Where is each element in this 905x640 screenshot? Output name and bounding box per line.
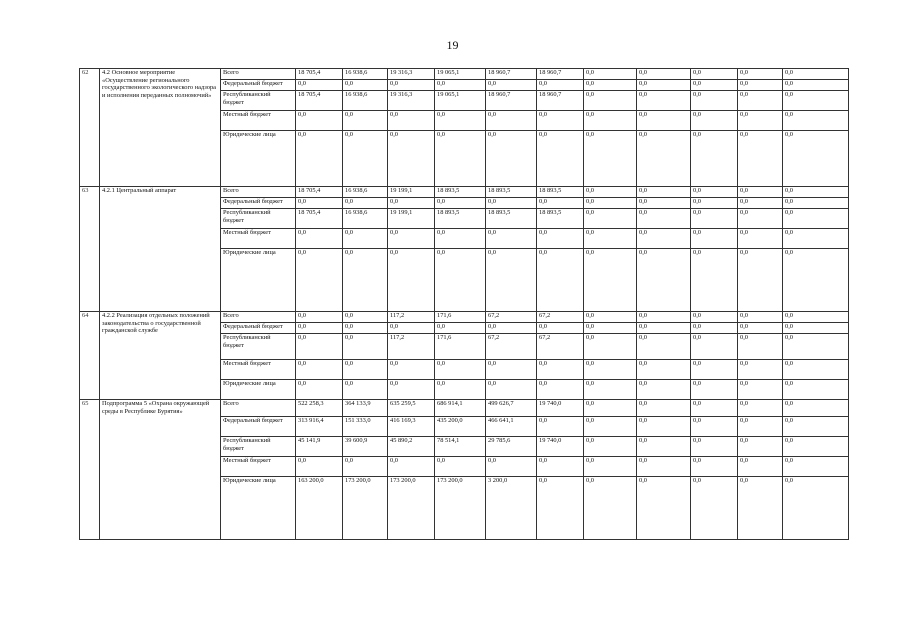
funding-source: Федеральный бюджет [221, 323, 296, 334]
amount-cell: 0,0 [584, 249, 637, 312]
amount-cell: 0,0 [486, 380, 537, 400]
page-number: 19 [446, 38, 459, 52]
table-row [80, 187, 849, 198]
amount-cell: 0,0 [691, 229, 738, 249]
amount-cell: 0,0 [783, 380, 849, 400]
amount-cell: 18 960,7 [537, 69, 584, 80]
amount-cell: 0,0 [486, 131, 537, 187]
amount-cell: 0,0 [637, 334, 691, 360]
amount-cell: 686 914,1 [435, 400, 486, 417]
amount-cell: 0,0 [435, 198, 486, 209]
amount-cell: 0,0 [435, 323, 486, 334]
amount-cell: 0,0 [637, 209, 691, 229]
amount-cell: 0,0 [537, 111, 584, 131]
amount-cell: 0,0 [486, 198, 537, 209]
amount-cell: 0,0 [738, 187, 783, 198]
amount-cell: 0,0 [691, 249, 738, 312]
amount-cell: 0,0 [584, 111, 637, 131]
amount-cell: 0,0 [637, 69, 691, 80]
amount-cell: 0,0 [296, 323, 343, 334]
amount-cell: 173 200,0 [388, 477, 435, 540]
amount-cell: 67,2 [486, 334, 537, 360]
amount-cell: 0,0 [486, 80, 537, 91]
amount-cell: 364 133,9 [343, 400, 388, 417]
amount-cell: 0,0 [691, 360, 738, 380]
amount-cell: 0,0 [388, 323, 435, 334]
amount-cell: 0,0 [584, 360, 637, 380]
amount-cell: 0,0 [691, 69, 738, 80]
amount-cell: 0,0 [637, 360, 691, 380]
amount-cell: 16 938,6 [343, 91, 388, 111]
amount-cell: 19 316,3 [388, 91, 435, 111]
amount-cell: 0,0 [738, 80, 783, 91]
program-title: 4.2.2 Реализация отдельных положений законодательства о государственной гражданской службе [100, 312, 221, 400]
amount-cell: 0,0 [584, 187, 637, 198]
amount-cell: 416 169,3 [388, 417, 435, 437]
amount-cell: 0,0 [435, 360, 486, 380]
amount-cell: 19 199,1 [388, 187, 435, 198]
amount-cell: 0,0 [486, 249, 537, 312]
amount-cell: 0,0 [783, 417, 849, 437]
amount-cell: 0,0 [637, 198, 691, 209]
amount-cell: 151 333,0 [343, 417, 388, 437]
amount-cell: 0,0 [343, 131, 388, 187]
amount-cell: 0,0 [637, 477, 691, 540]
amount-cell: 19 065,1 [435, 91, 486, 111]
program-title: 4.2 Основное мероприятие «Осуществление регионального государственного экологического надзора и исполнения переданных полномочий» [100, 69, 221, 187]
amount-cell: 0,0 [435, 249, 486, 312]
amount-cell: 18 705,4 [296, 91, 343, 111]
amount-cell: 78 514,1 [435, 437, 486, 457]
amount-cell: 0,0 [343, 229, 388, 249]
amount-cell: 0,0 [637, 111, 691, 131]
amount-cell: 0,0 [691, 209, 738, 229]
amount-cell: 0,0 [783, 437, 849, 457]
amount-cell: 0,0 [783, 209, 849, 229]
amount-cell: 18 893,5 [537, 209, 584, 229]
amount-cell: 0,0 [388, 457, 435, 477]
amount-cell: 0,0 [486, 323, 537, 334]
amount-cell: 0,0 [783, 198, 849, 209]
amount-cell: 0,0 [691, 437, 738, 457]
amount-cell: 0,0 [388, 131, 435, 187]
funding-source: Юридические лица [221, 131, 296, 187]
amount-cell: 0,0 [296, 380, 343, 400]
funding-source: Федеральный бюджет [221, 417, 296, 437]
amount-cell: 0,0 [783, 477, 849, 540]
amount-cell: 0,0 [738, 334, 783, 360]
amount-cell: 499 626,7 [486, 400, 537, 417]
amount-cell: 16 938,6 [343, 209, 388, 229]
amount-cell: 0,0 [691, 187, 738, 198]
amount-cell: 0,0 [584, 131, 637, 187]
amount-cell: 0,0 [343, 360, 388, 380]
funding-source: Юридические лица [221, 380, 296, 400]
amount-cell: 0,0 [637, 457, 691, 477]
amount-cell: 0,0 [296, 80, 343, 91]
amount-cell: 0,0 [691, 400, 738, 417]
funding-source: Местный бюджет [221, 360, 296, 380]
amount-cell: 0,0 [388, 360, 435, 380]
amount-cell: 45 890,2 [388, 437, 435, 457]
amount-cell: 0,0 [584, 198, 637, 209]
amount-cell: 0,0 [691, 477, 738, 540]
amount-cell: 0,0 [691, 111, 738, 131]
amount-cell: 0,0 [584, 334, 637, 360]
amount-cell: 0,0 [783, 323, 849, 334]
funding-source: Всего [221, 400, 296, 417]
amount-cell: 18 960,7 [486, 69, 537, 80]
amount-cell: 0,0 [388, 229, 435, 249]
amount-cell: 0,0 [691, 198, 738, 209]
funding-source: Республиканский бюджет [221, 91, 296, 111]
amount-cell: 0,0 [537, 417, 584, 437]
amount-cell: 117,2 [388, 334, 435, 360]
amount-cell: 0,0 [691, 457, 738, 477]
amount-cell: 0,0 [537, 229, 584, 249]
amount-cell: 18 960,7 [486, 91, 537, 111]
amount-cell: 0,0 [388, 380, 435, 400]
amount-cell: 0,0 [783, 229, 849, 249]
amount-cell: 0,0 [388, 80, 435, 91]
amount-cell: 0,0 [637, 323, 691, 334]
funding-source: Юридические лица [221, 477, 296, 540]
amount-cell: 0,0 [738, 457, 783, 477]
amount-cell: 0,0 [637, 91, 691, 111]
amount-cell: 0,0 [783, 111, 849, 131]
amount-cell: 0,0 [388, 198, 435, 209]
amount-cell: 0,0 [388, 111, 435, 131]
amount-cell: 0,0 [738, 229, 783, 249]
amount-cell: 0,0 [783, 457, 849, 477]
row-number: 63 [80, 187, 100, 312]
amount-cell: 313 916,4 [296, 417, 343, 437]
amount-cell: 0,0 [691, 334, 738, 360]
amount-cell: 0,0 [537, 323, 584, 334]
amount-cell: 0,0 [486, 360, 537, 380]
amount-cell: 0,0 [296, 249, 343, 312]
funding-source: Федеральный бюджет [221, 198, 296, 209]
amount-cell: 522 258,3 [296, 400, 343, 417]
amount-cell: 0,0 [738, 111, 783, 131]
amount-cell: 3 200,0 [486, 477, 537, 540]
amount-cell: 0,0 [738, 477, 783, 540]
amount-cell: 0,0 [637, 80, 691, 91]
amount-cell: 19 740,0 [537, 437, 584, 457]
amount-cell: 0,0 [738, 417, 783, 437]
amount-cell: 635 259,5 [388, 400, 435, 417]
amount-cell: 0,0 [584, 80, 637, 91]
amount-cell: 18 893,5 [486, 187, 537, 198]
amount-cell: 0,0 [537, 477, 584, 540]
funding-source: Всего [221, 312, 296, 323]
funding-source: Местный бюджет [221, 229, 296, 249]
amount-cell: 0,0 [637, 400, 691, 417]
amount-cell: 0,0 [584, 457, 637, 477]
funding-source: Местный бюджет [221, 111, 296, 131]
amount-cell: 0,0 [783, 360, 849, 380]
amount-cell: 0,0 [783, 187, 849, 198]
amount-cell: 0,0 [435, 380, 486, 400]
amount-cell: 0,0 [486, 111, 537, 131]
amount-cell: 0,0 [738, 198, 783, 209]
amount-cell: 171,6 [435, 334, 486, 360]
amount-cell: 0,0 [584, 69, 637, 80]
amount-cell: 0,0 [296, 334, 343, 360]
amount-cell: 0,0 [637, 249, 691, 312]
amount-cell: 0,0 [783, 334, 849, 360]
amount-cell: 67,2 [486, 312, 537, 323]
row-number: 65 [80, 400, 100, 540]
amount-cell: 0,0 [296, 111, 343, 131]
amount-cell: 0,0 [343, 323, 388, 334]
amount-cell: 0,0 [296, 457, 343, 477]
amount-cell: 0,0 [738, 437, 783, 457]
amount-cell: 0,0 [691, 91, 738, 111]
amount-cell: 0,0 [637, 187, 691, 198]
amount-cell: 0,0 [343, 380, 388, 400]
amount-cell: 0,0 [738, 400, 783, 417]
program-title: Подпрограмма 5 «Охрана окружающей среды в Республике Бурятия» [100, 400, 221, 540]
funding-source: Республиканский бюджет [221, 209, 296, 229]
amount-cell: 0,0 [584, 477, 637, 540]
amount-cell: 0,0 [738, 91, 783, 111]
amount-cell: 19 199,1 [388, 209, 435, 229]
funding-source: Местный бюджет [221, 457, 296, 477]
amount-cell: 0,0 [343, 249, 388, 312]
amount-cell: 173 200,0 [435, 477, 486, 540]
row-number: 62 [80, 69, 100, 187]
amount-cell: 18 893,5 [435, 187, 486, 198]
amount-cell: 18 960,7 [537, 91, 584, 111]
amount-cell: 18 705,4 [296, 69, 343, 80]
amount-cell: 0,0 [486, 229, 537, 249]
amount-cell: 16 938,6 [343, 187, 388, 198]
amount-cell: 0,0 [637, 417, 691, 437]
amount-cell: 0,0 [435, 457, 486, 477]
amount-cell: 0,0 [296, 312, 343, 323]
amount-cell: 67,2 [537, 312, 584, 323]
amount-cell: 0,0 [537, 80, 584, 91]
amount-cell: 0,0 [738, 323, 783, 334]
amount-cell: 171,6 [435, 312, 486, 323]
amount-cell: 0,0 [783, 131, 849, 187]
amount-cell: 0,0 [584, 229, 637, 249]
amount-cell: 67,2 [537, 334, 584, 360]
amount-cell: 0,0 [691, 417, 738, 437]
amount-cell: 0,0 [537, 249, 584, 312]
amount-cell: 0,0 [435, 80, 486, 91]
amount-cell: 173 200,0 [343, 477, 388, 540]
amount-cell: 0,0 [637, 312, 691, 323]
amount-cell: 0,0 [584, 417, 637, 437]
amount-cell: 0,0 [584, 380, 637, 400]
amount-cell: 0,0 [637, 131, 691, 187]
amount-cell: 0,0 [537, 380, 584, 400]
funding-source: Федеральный бюджет [221, 80, 296, 91]
amount-cell: 0,0 [738, 69, 783, 80]
amount-cell: 0,0 [691, 131, 738, 187]
amount-cell: 0,0 [343, 80, 388, 91]
funding-source: Всего [221, 69, 296, 80]
amount-cell: 0,0 [435, 131, 486, 187]
amount-cell: 0,0 [343, 457, 388, 477]
amount-cell: 0,0 [691, 323, 738, 334]
amount-cell: 0,0 [584, 323, 637, 334]
amount-cell: 0,0 [637, 437, 691, 457]
amount-cell: 0,0 [783, 312, 849, 323]
amount-cell: 0,0 [343, 198, 388, 209]
amount-cell: 0,0 [343, 111, 388, 131]
amount-cell: 19 740,0 [537, 400, 584, 417]
amount-cell: 18 893,5 [537, 187, 584, 198]
amount-cell: 0,0 [738, 360, 783, 380]
amount-cell: 0,0 [738, 249, 783, 312]
amount-cell: 0,0 [296, 198, 343, 209]
amount-cell: 0,0 [783, 69, 849, 80]
amount-cell: 0,0 [584, 209, 637, 229]
amount-cell: 18 705,4 [296, 209, 343, 229]
amount-cell: 0,0 [537, 360, 584, 380]
amount-cell: 466 641,1 [486, 417, 537, 437]
amount-cell: 0,0 [738, 380, 783, 400]
amount-cell: 0,0 [738, 312, 783, 323]
program-title: 4.2.1 Центральный аппарат [100, 187, 221, 312]
amount-cell: 0,0 [296, 360, 343, 380]
amount-cell: 45 141,9 [296, 437, 343, 457]
amount-cell: 18 893,5 [435, 209, 486, 229]
amount-cell: 435 200,0 [435, 417, 486, 437]
amount-cell: 19 065,1 [435, 69, 486, 80]
amount-cell: 0,0 [637, 380, 691, 400]
amount-cell: 0,0 [584, 400, 637, 417]
amount-cell: 0,0 [296, 229, 343, 249]
funding-source: Республиканский бюджет [221, 334, 296, 360]
table-row [80, 69, 849, 80]
amount-cell: 0,0 [486, 457, 537, 477]
amount-cell: 39 600,9 [343, 437, 388, 457]
budget-table [79, 68, 849, 540]
amount-cell: 0,0 [435, 229, 486, 249]
amount-cell: 0,0 [637, 229, 691, 249]
amount-cell: 0,0 [584, 91, 637, 111]
amount-cell: 0,0 [691, 80, 738, 91]
amount-cell: 0,0 [738, 131, 783, 187]
amount-cell: 0,0 [537, 131, 584, 187]
amount-cell: 29 785,6 [486, 437, 537, 457]
amount-cell: 117,2 [388, 312, 435, 323]
table-row [80, 400, 849, 417]
amount-cell: 0,0 [783, 91, 849, 111]
amount-cell: 0,0 [783, 249, 849, 312]
funding-source: Всего [221, 187, 296, 198]
amount-cell: 0,0 [343, 312, 388, 323]
amount-cell: 163 200,0 [296, 477, 343, 540]
amount-cell: 0,0 [691, 380, 738, 400]
funding-source: Юридические лица [221, 249, 296, 312]
amount-cell: 0,0 [584, 312, 637, 323]
amount-cell: 0,0 [435, 111, 486, 131]
amount-cell: 18 705,4 [296, 187, 343, 198]
amount-cell: 0,0 [343, 334, 388, 360]
amount-cell: 0,0 [738, 209, 783, 229]
amount-cell: 19 316,3 [388, 69, 435, 80]
amount-cell: 0,0 [296, 131, 343, 187]
funding-source: Республиканский бюджет [221, 437, 296, 457]
amount-cell: 0,0 [783, 80, 849, 91]
amount-cell: 0,0 [537, 457, 584, 477]
amount-cell: 16 938,6 [343, 69, 388, 80]
amount-cell: 0,0 [537, 198, 584, 209]
amount-cell: 0,0 [388, 249, 435, 312]
amount-cell: 0,0 [691, 312, 738, 323]
row-number: 64 [80, 312, 100, 400]
amount-cell: 0,0 [584, 437, 637, 457]
amount-cell: 18 893,5 [486, 209, 537, 229]
table-row [80, 312, 849, 323]
amount-cell: 0,0 [783, 400, 849, 417]
